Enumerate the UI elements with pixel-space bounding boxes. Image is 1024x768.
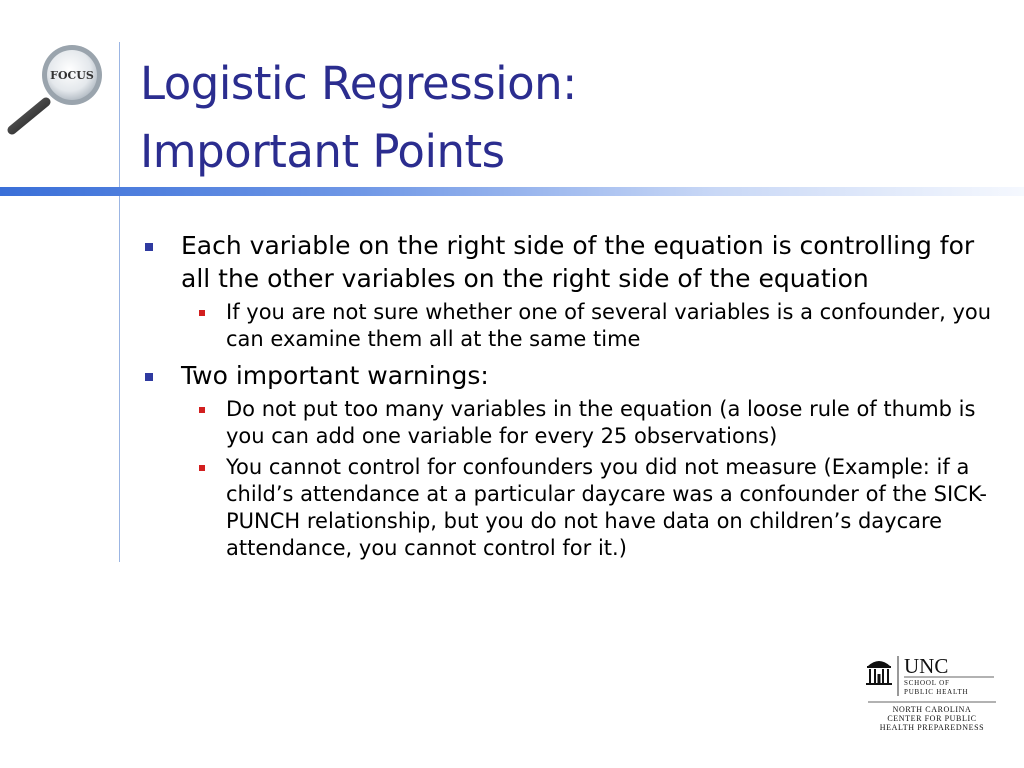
square-bullet-icon — [199, 407, 205, 413]
bullet-item — [140, 359, 1000, 392]
sub-bullet-text: You cannot control for confounders you did not measure (Example: if a child’s attendance at a particular daycare was a confounder of the SICK-PUNCH relationship, but you do not have data on children’s daycare attendance, you cannot control for it.) — [226, 455, 987, 560]
slide-title-line-1: Logistic Regression: — [140, 57, 577, 110]
unc-wordmark: UNC — [904, 654, 949, 678]
sub-bullet-text: Do not put too many variables in the equation (a loose rule of thumb is you can add one variable for every 25 observations) — [226, 397, 976, 448]
old-well-icon — [866, 661, 892, 685]
square-bullet-icon — [199, 310, 205, 316]
focus-logo-text: FOCUS — [50, 69, 94, 82]
bullet-text: Two important warnings: — [181, 361, 489, 390]
school-line-1: SCHOOL OF — [904, 679, 950, 687]
bullet-text: Each variable on the right side of the equation is controlling for all the other variables on the right side of the equation — [181, 231, 975, 293]
focus-magnifier-logo — [2, 40, 122, 140]
slide-body — [140, 229, 1000, 564]
center-line-2: CENTER FOR PUBLIC — [887, 714, 977, 723]
sub-bullet-text: If you are not sure whether one of several variables is a confounder, you can examine them all at the same time — [226, 300, 992, 351]
bullet-item — [140, 229, 1000, 295]
square-bullet-icon — [145, 373, 153, 381]
sub-bullet-item — [185, 454, 1000, 562]
sub-bullet-item — [185, 396, 1000, 450]
title-underline-bar — [0, 187, 1024, 196]
center-line-3: HEALTH PREPAREDNESS — [879, 723, 985, 732]
center-line-1: NORTH CAROLINA — [892, 705, 972, 714]
sub-bullet-item — [185, 299, 1000, 353]
slide-title-line-2: Important Points — [140, 125, 505, 178]
square-bullet-icon — [145, 243, 153, 251]
school-line-2: PUBLIC HEALTH — [904, 688, 969, 696]
unc-public-health-logo — [862, 652, 1007, 742]
slide-title — [140, 50, 1000, 186]
vertical-divider — [119, 42, 120, 562]
square-bullet-icon — [199, 465, 205, 471]
